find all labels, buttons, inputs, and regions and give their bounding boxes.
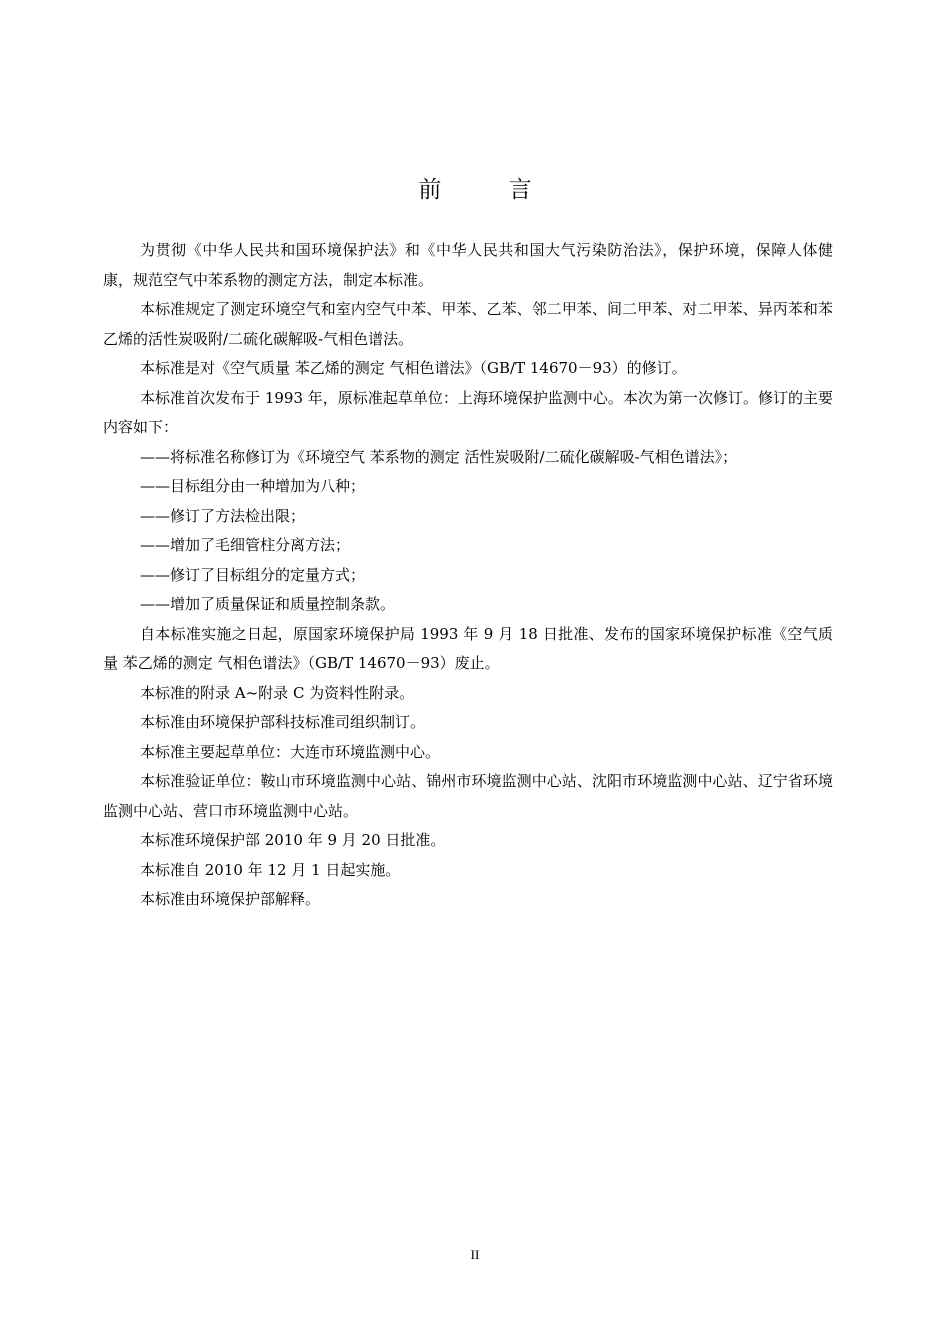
paragraph-interpretation: 本标准由环境保护部解释。 <box>140 890 321 908</box>
list-item-quantification: ——修订了目标组分的定量方式； <box>140 565 366 584</box>
paragraph-effective-date: 本标准自 2010 年 12 月 1 日起实施。 <box>140 860 401 879</box>
page-title: 前 言 <box>418 177 562 203</box>
paragraph-drafter: 本标准主要起草单位：大连市环境监测中心。 <box>140 742 441 761</box>
page-number: II <box>470 1247 480 1262</box>
paragraph-history: 本标准首次发布于 1993 年，原标准起草单位：上海环境保护监测中心。本次为第一次修订。修订的主要内容如下： <box>103 388 833 436</box>
list-item-components: ——目标组分由一种增加为八种； <box>140 477 366 495</box>
paragraph-appendix: 本标准的附录 A~附录 C 为资料性附录。 <box>140 683 415 702</box>
preface-body <box>103 236 833 915</box>
paragraph-approval: 本标准环境保护部 2010 年 9 月 20 日批准。 <box>140 831 446 849</box>
paragraph-verifiers: 本标准验证单位：鞍山市环境监测中心站、锦州市环境监测中心站、沈阳市环境监测中心站、辽宁省环境监测中心站、营口市环境监测中心站。 <box>103 772 833 820</box>
paragraph-revision-of: 本标准是对《空气质量 苯乙烯的测定 气相色谱法》（GB/T 14670－93）的修订。 <box>140 359 687 377</box>
list-item-qa-qc: ——增加了质量保证和质量控制条款。 <box>140 595 396 613</box>
list-item-detection-limit: ——修订了方法检出限； <box>140 506 306 525</box>
paragraph-scope: 本标准规定了测定环境空气和室内空气中苯、甲苯、乙苯、邻二甲苯、间二甲苯、对二甲苯、异丙苯和苯乙烯的活性炭吸附/二硫化碳解吸-气相色谱法。 <box>103 300 833 348</box>
list-item-rename: ——将标准名称修订为《环境空气 苯系物的测定 活性炭吸附/二硫化碳解吸-气相色谱法》； <box>140 447 738 466</box>
paragraph-purpose: 为贯彻《中华人民共和国环境保护法》和《中华人民共和国大气污染防治法》，保护环境，保障人体健康，规范空气中苯系物的测定方法，制定本标准。 <box>103 241 833 289</box>
paragraph-organizer: 本标准由环境保护部科技标准司组织制订。 <box>140 713 426 731</box>
paragraph-abolish: 自本标准实施之日起，原国家环境保护局 1993 年 9 月 18 日批准、发布的国家环境保护标准《空气质量 苯乙烯的测定 气相色谱法》（GB/T 14670－93）废止。 <box>103 624 833 672</box>
list-item-capillary: ——增加了毛细管柱分离方法； <box>140 536 351 554</box>
